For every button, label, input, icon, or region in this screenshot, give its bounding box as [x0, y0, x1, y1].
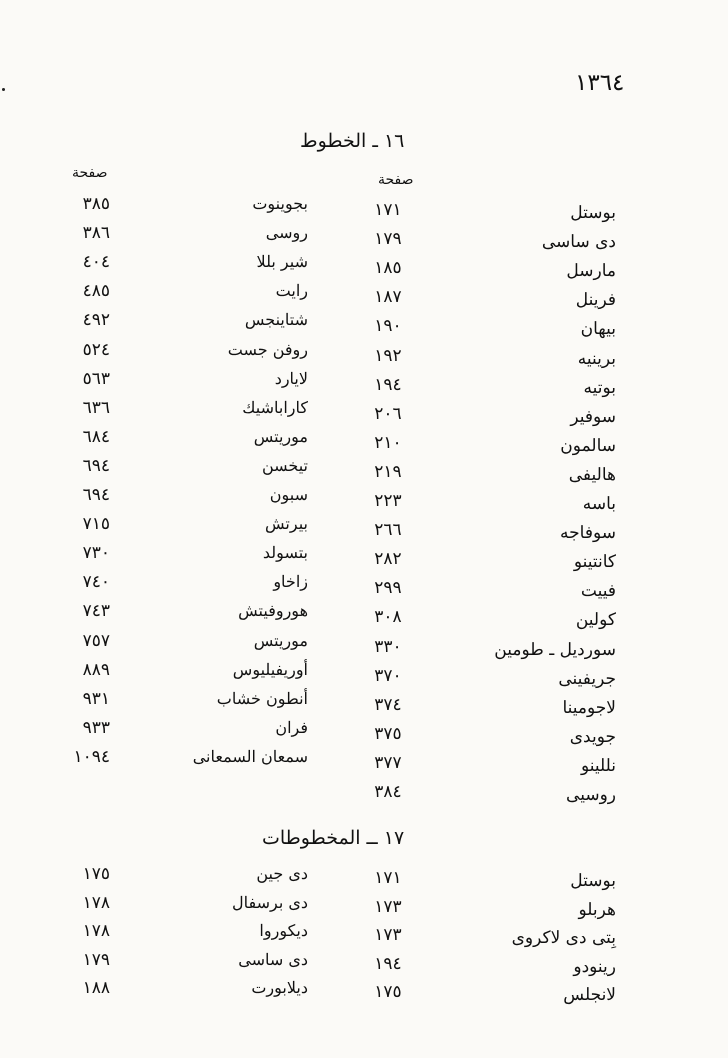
- entry-page: ٩٣٣: [82, 717, 110, 738]
- entry-name: بجوينوت: [252, 194, 308, 213]
- entry-name: فرينل: [575, 290, 616, 311]
- entry-name: لايارد: [274, 368, 308, 388]
- entry-page: ٣٣٠: [374, 636, 402, 657]
- entry-name: سبون: [269, 485, 308, 504]
- entry-name: سورديل ـ طومين: [494, 639, 616, 660]
- entry-name: مارسل: [566, 261, 616, 282]
- entry-name: شتاينجس: [244, 310, 308, 330]
- entry-name: كانتينو: [573, 552, 616, 573]
- entry-page: ١٧١: [374, 200, 402, 220]
- entry-page: ٨٨٩: [82, 659, 110, 680]
- entry-page: ٣٧٧: [374, 752, 402, 773]
- entry-name: سوفاجه: [560, 523, 616, 544]
- entry-name: فييت: [580, 581, 616, 602]
- entry-name: بيهان: [580, 319, 616, 340]
- entry-page: ٣٨٥: [82, 194, 110, 214]
- entry-name: موريتس: [253, 630, 308, 650]
- entry-page: ٦٣٦: [82, 397, 110, 418]
- entry-name: دى جين: [256, 864, 308, 883]
- entry-page: ٣٠٨: [374, 607, 402, 628]
- entry-name: كاراباشيك: [242, 397, 308, 417]
- entry-page: ٦٨٤: [82, 426, 110, 447]
- entry-page: ١٧٨: [82, 921, 110, 941]
- entry-name: بيرتش: [265, 514, 308, 534]
- entry-name: باسه: [582, 494, 616, 514]
- entry-page: ١٠٩٤: [73, 746, 110, 767]
- entry-name: بتسولد: [262, 543, 308, 563]
- entry-page: ١٧٥: [374, 982, 402, 1002]
- entry-page: ٢٢٣: [374, 491, 402, 511]
- entry-name: لاجومينا: [562, 697, 616, 718]
- section-17-title: ١٧ ــ المخطوطات: [262, 827, 405, 849]
- entry-page: ١٩٠: [374, 316, 402, 337]
- entry-name: برينيه: [577, 348, 616, 369]
- entry-page: ١٧٨: [82, 892, 110, 913]
- entry-page: ٥٦٣: [82, 368, 110, 389]
- entry-name: كولين: [575, 610, 616, 631]
- entry-page: ٢١٠: [374, 432, 402, 453]
- entry-page: ٧٥٧: [82, 630, 110, 651]
- entry-page: ١٩٤: [374, 374, 402, 395]
- header-left-page: صفحة: [72, 165, 108, 181]
- entry-page: ٧٤٠: [82, 572, 110, 593]
- entry-name: هوروفيتش: [238, 601, 308, 621]
- header-mid-page: صفحة: [378, 172, 414, 188]
- entry-page: ١٩٢: [374, 345, 402, 366]
- entry-name: سوفير: [570, 406, 616, 427]
- entry-name: بوستل: [570, 871, 616, 891]
- entry-name: روفن جست: [227, 339, 308, 359]
- entry-name: لانجلس: [563, 985, 616, 1005]
- entry-page: ٣٧٠: [374, 665, 402, 686]
- entry-page: ١٨٥: [374, 258, 402, 279]
- page-number: ١٣٦٤: [575, 70, 625, 96]
- entry-page: ٧٤٣: [82, 601, 110, 622]
- entry-name: دى ساسى: [238, 949, 308, 969]
- entry-page: ١٧٣: [374, 896, 402, 917]
- entry-name: أوريفيليوس: [232, 659, 308, 679]
- table-row: [0, 978, 728, 1012]
- entry-page: ٣٧٤: [374, 694, 402, 715]
- entry-page: ٧١٥: [82, 514, 110, 535]
- entry-name: جريفينى: [558, 668, 616, 689]
- entry-page: ١٧١: [374, 868, 402, 888]
- entry-page: ١٨٧: [374, 287, 402, 308]
- entry-name: نللينو: [580, 755, 616, 776]
- entry-page: ٢١٩: [374, 461, 402, 482]
- section-16-title: ١٦ ـ الخطوط: [300, 130, 405, 152]
- entry-page: ٢٩٩: [374, 578, 402, 599]
- entry-name: روسيى: [566, 785, 616, 805]
- entry-page: ٦٩٤: [82, 455, 110, 476]
- entry-page: ٦٩٤: [82, 485, 110, 505]
- entry-page: ١٩٤: [374, 953, 402, 974]
- entry-page: ١٧٩: [82, 949, 110, 970]
- entry-page: ٢٠٦: [374, 403, 402, 424]
- entry-name: دى برسفال: [231, 892, 308, 912]
- entry-name: بِتى دى لاكروى: [511, 928, 616, 948]
- entry-name: بوستل: [570, 203, 616, 223]
- entry-name: ديلابورت: [251, 978, 308, 997]
- table-row: [0, 746, 728, 783]
- entry-page: ٩٣١: [82, 688, 110, 709]
- entry-page: ١٧٩: [374, 229, 402, 250]
- entry-name: سمعان السمعانى: [192, 746, 308, 766]
- entry-name: بوتيه: [583, 377, 616, 398]
- entry-name: روسى: [265, 223, 308, 243]
- table-row: [0, 782, 728, 812]
- entry-page: ٢٦٦: [374, 520, 402, 541]
- entry-page: ٢٨٢: [374, 549, 402, 570]
- entry-page: ٤٠٤: [82, 252, 110, 273]
- entry-name: جويدى: [569, 726, 616, 747]
- entry-name: دى ساسى: [541, 232, 616, 253]
- entry-page: ٧٣٠: [82, 543, 110, 564]
- entry-page: ١٨٨: [82, 978, 110, 998]
- entry-name: أنطون خشاب: [216, 688, 308, 708]
- entry-name: رايت: [275, 281, 308, 301]
- entry-page: ١٧٥: [82, 864, 110, 884]
- entry-name: هربلو: [578, 899, 616, 920]
- entry-name: موريتس: [253, 426, 308, 446]
- entry-name: هاليفى: [568, 464, 616, 485]
- entry-name: زاخاو: [273, 572, 308, 592]
- entry-page: ٤٨٥: [82, 281, 110, 302]
- entry-page: ٣٧٥: [374, 723, 402, 744]
- entry-page: ١٧٣: [374, 925, 402, 945]
- entry-name: رينودو: [573, 956, 616, 977]
- entry-page: ٤٩٢: [82, 310, 110, 331]
- margin-mark: [2, 88, 5, 91]
- entry-name: سالمون: [560, 435, 616, 456]
- entry-name: فران: [275, 717, 308, 737]
- entry-name: تيخسن: [261, 455, 308, 475]
- entry-page: ٣٨٤: [374, 782, 402, 802]
- entry-name: شير بللا: [256, 252, 308, 272]
- entry-page: ٣٨٦: [82, 223, 110, 244]
- entry-page: ٥٢٤: [82, 339, 110, 360]
- entry-name: ديكوروا: [259, 921, 308, 940]
